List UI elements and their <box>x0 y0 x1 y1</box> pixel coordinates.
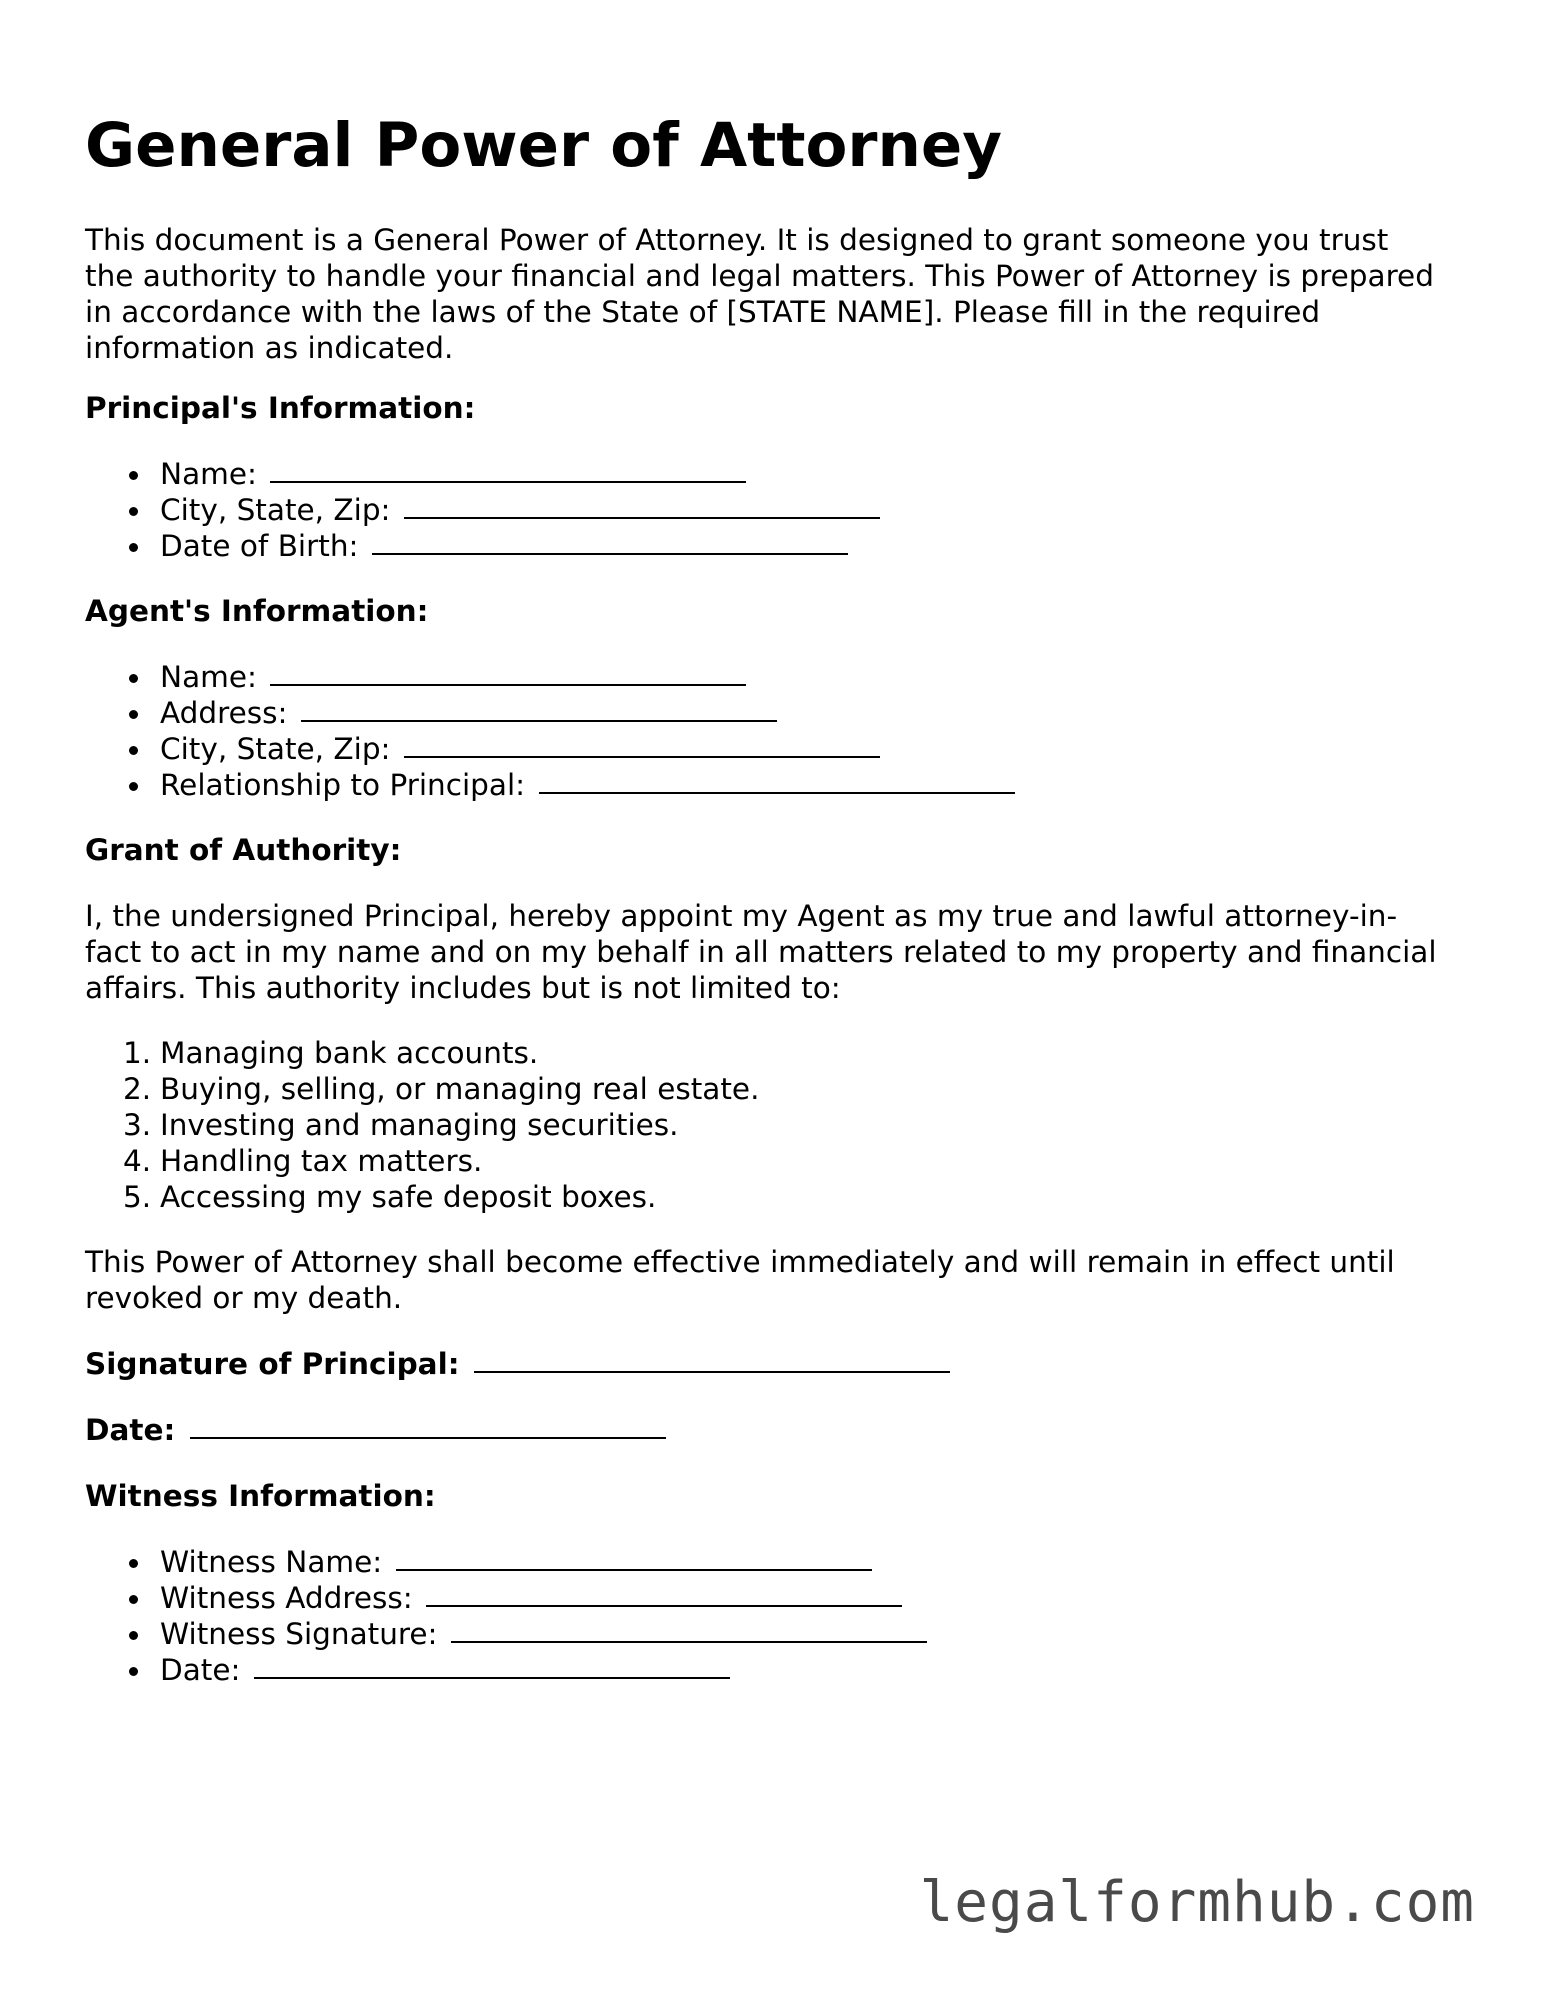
list-item <box>85 1652 927 1688</box>
field-label: City, State, Zip: <box>160 732 391 766</box>
agent-fields <box>85 659 1015 803</box>
principal-heading: Principal's Information: <box>85 391 476 425</box>
bullet-icon <box>129 543 138 552</box>
blank-line[interactable] <box>297 695 777 731</box>
field-label: Witness Address: <box>160 1581 413 1615</box>
list-item <box>85 767 1015 803</box>
field-label: Date: <box>160 1653 241 1687</box>
bullet-icon <box>129 746 138 755</box>
field-label: Address: <box>160 696 288 730</box>
blank-line[interactable] <box>447 1616 927 1652</box>
bullet-icon <box>129 507 138 516</box>
field-label: Name: <box>160 660 257 694</box>
list-item <box>85 1179 759 1215</box>
bullet-icon <box>129 710 138 719</box>
blank-line[interactable] <box>535 767 1015 803</box>
list-item <box>85 1143 759 1179</box>
list-item <box>85 1035 759 1071</box>
bullet-icon <box>129 1667 138 1676</box>
blank-line[interactable] <box>400 731 880 767</box>
list-item <box>85 695 1015 731</box>
list-item <box>85 456 880 492</box>
bullet-icon <box>129 471 138 480</box>
intro-paragraph: This document is a General Power of Attorney. It is designed to grant someone you trust the authority to handle your financial and legal matters. This Power of Attorney is prepared in accordance with the laws of the State of [STATE NAME]. Please fill in the required information as indicated. <box>85 223 1434 365</box>
list-item <box>85 1107 759 1143</box>
field-label: Witness Signature: <box>160 1617 438 1651</box>
witness-heading: Witness Information: <box>85 1479 436 1513</box>
blank-line[interactable] <box>392 1544 872 1580</box>
blank-line[interactable] <box>266 456 746 492</box>
blank-line[interactable] <box>266 659 746 695</box>
item-text: Handling tax matters. <box>160 1144 483 1178</box>
bullet-icon <box>129 1595 138 1604</box>
list-item <box>85 492 880 528</box>
list-item <box>85 528 880 564</box>
list-item <box>85 1544 927 1580</box>
item-text: Managing bank accounts. <box>160 1036 539 1070</box>
blank-line[interactable] <box>422 1580 902 1616</box>
item-text: Buying, selling, or managing real estate. <box>160 1072 760 1106</box>
witness-fields <box>85 1544 927 1688</box>
principal-fields <box>85 456 880 564</box>
item-text: Accessing my safe deposit boxes. <box>160 1180 657 1214</box>
list-item <box>85 731 1015 767</box>
signature-blank[interactable] <box>470 1346 950 1382</box>
item-number: 2. <box>123 1072 152 1106</box>
bullet-icon <box>129 782 138 791</box>
agent-heading: Agent's Information: <box>85 594 429 628</box>
bullet-icon <box>129 674 138 683</box>
item-number: 1. <box>123 1036 152 1070</box>
signature-label: Signature of Principal: <box>85 1347 460 1381</box>
bullet-icon <box>129 1631 138 1640</box>
field-label: Name: <box>160 457 257 491</box>
watermark-text: legalformhub.com <box>919 1870 1475 1935</box>
document-title: General Power of Attorney <box>85 110 1003 181</box>
grant-paragraph: I, the undersigned Principal, hereby appoint my Agent as my true and lawful attorney-in-fact to act in my name and on my behalf in all matters related to my property and financial affairs. This authority includes but is not limited to: <box>85 899 1437 1005</box>
blank-line[interactable] <box>250 1652 730 1688</box>
item-number: 4. <box>123 1144 152 1178</box>
list-item <box>85 1580 927 1616</box>
item-number: 5. <box>123 1180 152 1214</box>
field-label: City, State, Zip: <box>160 493 391 527</box>
grant-heading: Grant of Authority: <box>85 833 402 867</box>
date-line <box>85 1412 666 1448</box>
blank-line[interactable] <box>368 528 848 564</box>
date-blank[interactable] <box>186 1412 666 1448</box>
effective-paragraph: This Power of Attorney shall become effective immediately and will remain in effect until revoked or my death. <box>85 1245 1395 1315</box>
list-item <box>85 1616 927 1652</box>
authority-list <box>85 1035 759 1215</box>
field-label: Date of Birth: <box>160 529 359 563</box>
bullet-icon <box>129 1559 138 1568</box>
date-label: Date: <box>85 1413 176 1447</box>
list-item <box>85 659 1015 695</box>
signature-line <box>85 1346 950 1382</box>
blank-line[interactable] <box>400 492 880 528</box>
item-number: 3. <box>123 1108 152 1142</box>
item-text: Investing and managing securities. <box>160 1108 679 1142</box>
field-label: Relationship to Principal: <box>160 768 526 802</box>
list-item <box>85 1071 759 1107</box>
field-label: Witness Name: <box>160 1545 383 1579</box>
